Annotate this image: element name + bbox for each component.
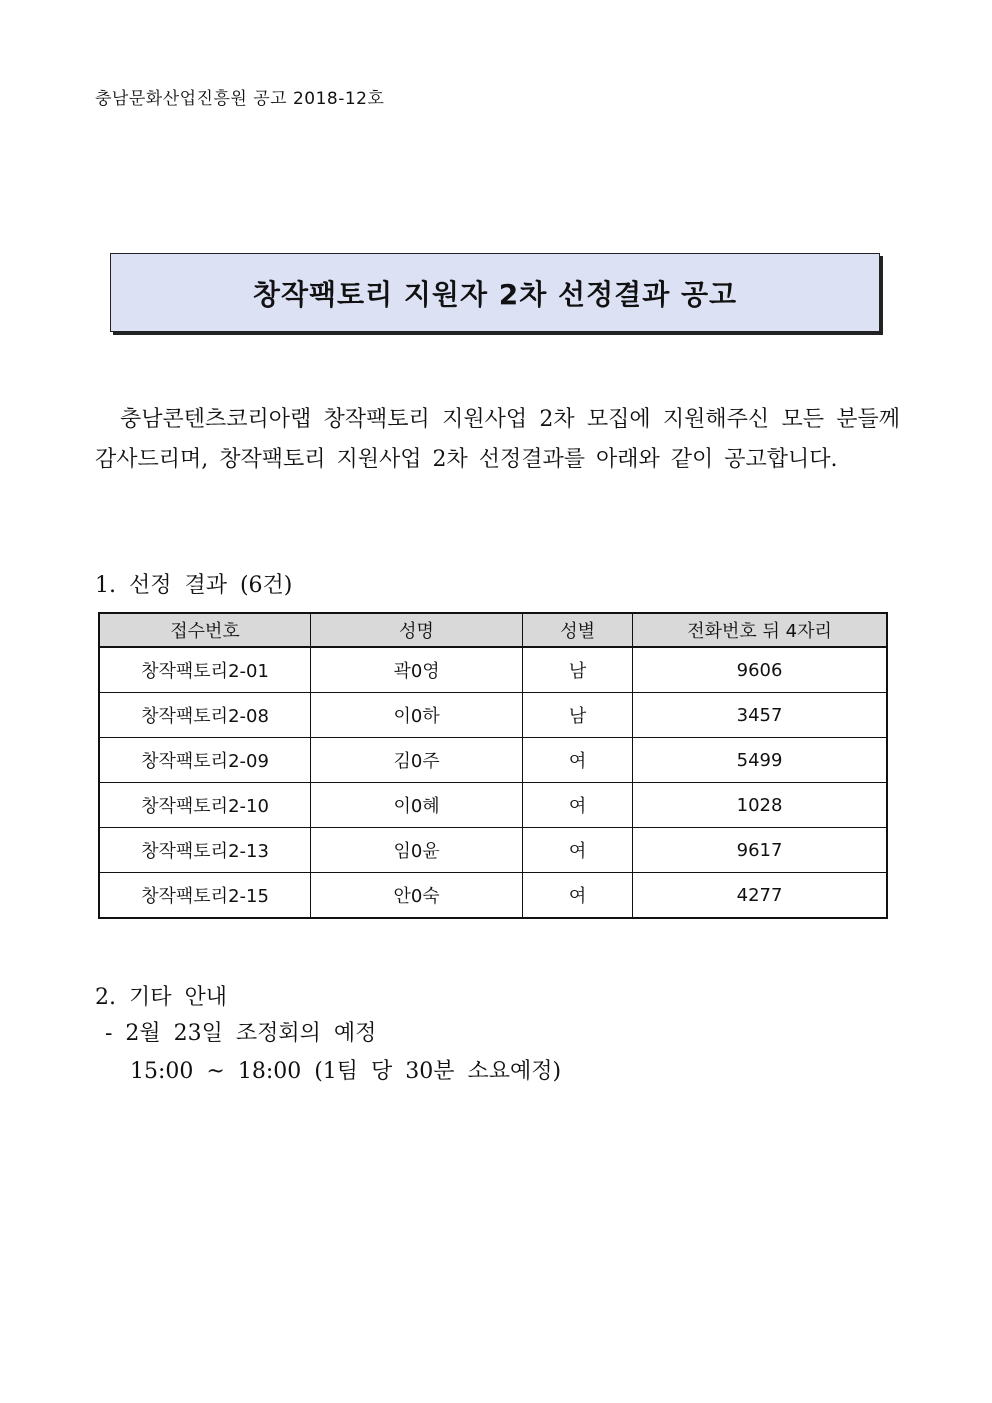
cell-gender: 남: [523, 693, 633, 738]
cell-name: 김0주: [311, 738, 523, 783]
cell-name: 안0숙: [311, 873, 523, 919]
cell-phone: 3457: [633, 693, 887, 738]
notice-number: 충남문화산업진흥원 공고 2018-12호: [95, 89, 385, 109]
cell-receipt-number: 창작팩토리2-01: [99, 647, 311, 693]
cell-gender: 남: [523, 647, 633, 693]
cell-gender: 여: [523, 783, 633, 828]
page-title: 창작팩토리 지원자 2차 선정결과 공고: [252, 277, 738, 311]
header-gender: 성별: [523, 613, 633, 647]
cell-phone: 9617: [633, 828, 887, 873]
table-row: [99, 647, 887, 693]
cell-name: 임0윤: [311, 828, 523, 873]
meeting-date: - 2월 23일 조정회의 예정: [105, 1021, 377, 1046]
cell-gender: 여: [523, 873, 633, 919]
cell-receipt-number: 창작팩토리2-09: [99, 738, 311, 783]
table-row: [99, 783, 887, 828]
table-row: [99, 873, 887, 919]
results-table: [98, 612, 888, 919]
title-box: [110, 253, 880, 332]
cell-gender: 여: [523, 828, 633, 873]
cell-receipt-number: 창작팩토리2-13: [99, 828, 311, 873]
table-row: [99, 828, 887, 873]
cell-receipt-number: 창작팩토리2-10: [99, 783, 311, 828]
cell-receipt-number: 창작팩토리2-15: [99, 873, 311, 919]
cell-phone: 1028: [633, 783, 887, 828]
meeting-time: 15:00 ~ 18:00 (1팀 당 30분 소요예정): [130, 1059, 562, 1084]
header-name: 성명: [311, 613, 523, 647]
cell-phone: 5499: [633, 738, 887, 783]
cell-receipt-number: 창작팩토리2-08: [99, 693, 311, 738]
cell-name: 이0혜: [311, 783, 523, 828]
table-header-row: [99, 613, 887, 647]
cell-phone: 4277: [633, 873, 887, 919]
header-phone-last4: 전화번호 뒤 4자리: [633, 613, 887, 647]
cell-phone: 9606: [633, 647, 887, 693]
intro-paragraph: 충남콘텐츠코리아랩 창작팩토리 지원사업 2차 모집에 지원해주신 모든 분들께 감사드리며, 창작팩토리 지원사업 2차 선정결과를 아래와 같이 공고합니다.: [95, 407, 900, 472]
section-heading-other-info: 2. 기타 안내: [95, 985, 227, 1010]
table-row: [99, 693, 887, 738]
section-heading-results: 1. 선정 결과 (6건): [95, 573, 293, 598]
cell-name: 이0하: [311, 693, 523, 738]
table-row: [99, 738, 887, 783]
cell-name: 곽0영: [311, 647, 523, 693]
header-receipt-number: 접수번호: [99, 613, 311, 647]
cell-gender: 여: [523, 738, 633, 783]
